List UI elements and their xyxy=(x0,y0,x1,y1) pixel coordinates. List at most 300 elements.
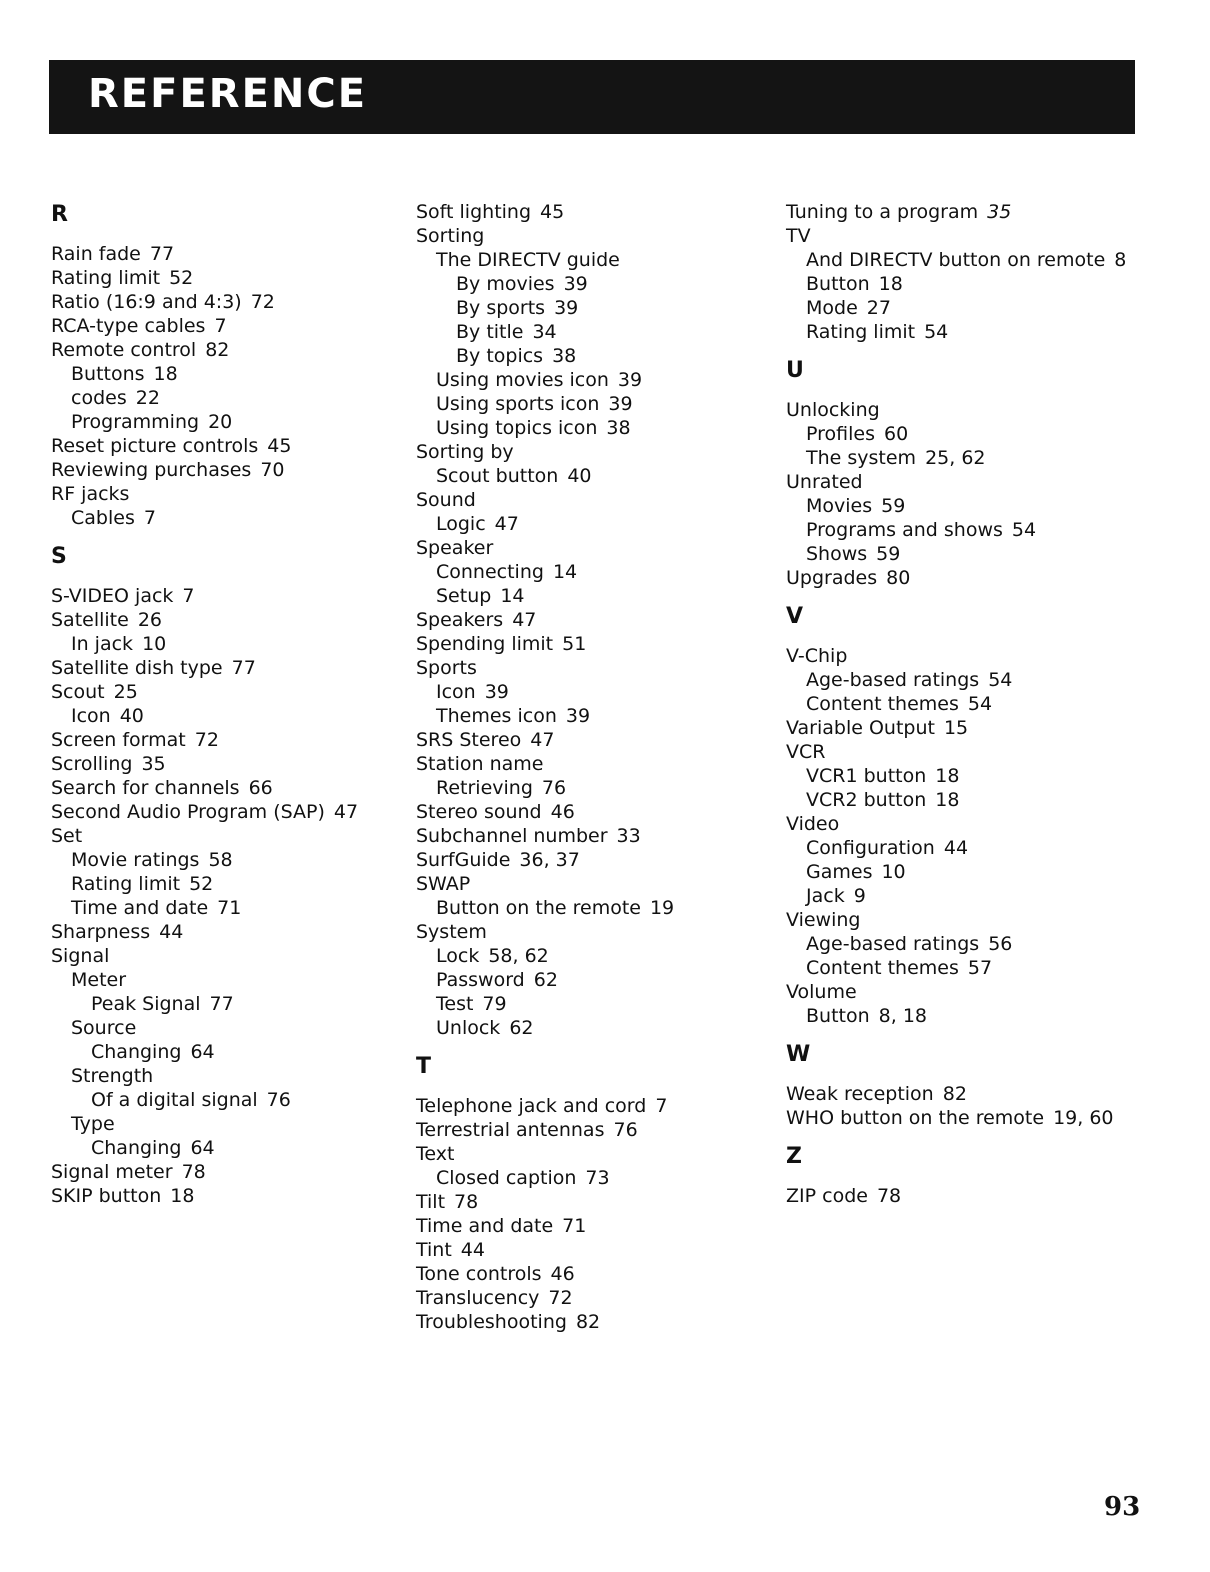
index-page-ref: 79 xyxy=(482,993,507,1015)
index-page-ref: 14 xyxy=(500,585,525,607)
index-entry xyxy=(51,1064,401,1088)
index-term: Games xyxy=(806,861,873,883)
index-term: In jack xyxy=(71,633,134,655)
index-entry xyxy=(416,872,776,896)
index-term: Strength xyxy=(71,1065,154,1087)
index-term: Station name xyxy=(416,753,544,775)
index-page-ref: 19, 60 xyxy=(1053,1107,1114,1129)
index-entry xyxy=(786,740,1166,764)
index-entry xyxy=(786,566,1166,590)
index-page-ref: 26 xyxy=(137,609,163,631)
index-page-ref: 39 xyxy=(554,297,579,319)
index-term: Password xyxy=(436,969,525,991)
index-entry xyxy=(416,776,776,800)
index-entry xyxy=(416,320,776,344)
index-entry xyxy=(786,980,1166,1004)
index-entry xyxy=(51,992,401,1016)
index-entry xyxy=(786,446,1166,470)
index-term: VCR1 button xyxy=(806,765,927,787)
index-page-ref: 44 xyxy=(159,921,184,943)
index-column-3 xyxy=(786,200,1166,1208)
index-term: Troubleshooting xyxy=(416,1311,567,1333)
index-page-ref: 54 xyxy=(988,669,1013,691)
index-term: Sharpness xyxy=(51,921,151,943)
index-term: Video xyxy=(786,813,840,835)
index-term: Profiles xyxy=(806,423,875,445)
index-term: Programming xyxy=(71,411,200,433)
index-entry xyxy=(51,608,401,632)
index-page-ref: 27 xyxy=(866,297,891,319)
index-entry xyxy=(51,824,401,848)
index-term: Unlock xyxy=(436,1017,501,1039)
index-term: By movies xyxy=(456,273,555,295)
index-entry xyxy=(786,470,1166,494)
index-entry xyxy=(51,800,401,824)
index-page-ref: 10 xyxy=(142,633,167,655)
index-term: Using sports icon xyxy=(436,393,600,415)
index-page-ref: 71 xyxy=(562,1215,587,1237)
index-page-ref: 40 xyxy=(567,465,592,487)
index-term: Button xyxy=(806,1005,870,1027)
index-term: Rating limit xyxy=(806,321,916,343)
index-page-ref: 70 xyxy=(260,459,285,481)
index-page-ref: 18 xyxy=(935,789,960,811)
index-term: Set xyxy=(51,825,83,847)
index-entry xyxy=(51,266,401,290)
index-page-ref: 18 xyxy=(170,1185,195,1207)
index-entry xyxy=(51,968,401,992)
index-entry xyxy=(51,680,401,704)
index-term: Soft lighting xyxy=(416,201,532,223)
index-entry xyxy=(416,1286,776,1310)
index-entry xyxy=(786,296,1166,320)
index-entry xyxy=(51,1160,401,1184)
index-entry xyxy=(786,644,1166,668)
index-term: Rating limit xyxy=(51,267,161,289)
section-letter: W xyxy=(786,1042,811,1067)
index-page-ref: 64 xyxy=(190,1041,215,1063)
index-entry xyxy=(786,764,1166,788)
index-entry xyxy=(416,392,776,416)
index-page-ref: 78 xyxy=(181,1161,206,1183)
index-term: Setup xyxy=(436,585,492,607)
index-page-ref: 46 xyxy=(550,801,575,823)
index-term: Changing xyxy=(91,1041,182,1063)
index-entry xyxy=(51,728,401,752)
index-term: Sorting by xyxy=(416,441,514,463)
index-term: Rating limit xyxy=(71,873,181,895)
index-entry xyxy=(416,752,776,776)
index-entry xyxy=(51,434,401,458)
index-entry xyxy=(51,386,401,410)
index-term: SKIP button xyxy=(51,1185,162,1207)
index-page-ref: 78 xyxy=(454,1191,479,1213)
index-entry xyxy=(416,632,776,656)
index-term: Type xyxy=(71,1113,115,1135)
index-entry xyxy=(416,608,776,632)
index-entry xyxy=(416,344,776,368)
index-entry xyxy=(786,248,1166,272)
index-page-ref: 51 xyxy=(562,633,587,655)
index-entry xyxy=(786,836,1166,860)
index-entry xyxy=(416,1016,776,1040)
index-page-ref: 18 xyxy=(878,273,903,295)
index-entry xyxy=(416,704,776,728)
index-term: Volume xyxy=(786,981,857,1003)
index-entry xyxy=(786,1004,1166,1028)
section-letter: U xyxy=(786,358,804,383)
index-page-ref: 54 xyxy=(924,321,949,343)
index-column-1 xyxy=(51,200,401,1208)
index-page-ref: 72 xyxy=(194,729,219,751)
index-entry xyxy=(416,368,776,392)
index-entry xyxy=(416,656,776,680)
index-entry xyxy=(416,560,776,584)
index-term: Mode xyxy=(806,297,858,319)
index-term: Spending limit xyxy=(416,633,554,655)
index-entry xyxy=(416,200,776,224)
index-term: System xyxy=(416,921,487,943)
page-title: REFERENCE xyxy=(88,71,368,117)
index-entry xyxy=(51,506,401,530)
index-term: Ratio (16:9 and 4:3) xyxy=(51,291,242,313)
index-entry xyxy=(786,542,1166,566)
index-term: Remote control xyxy=(51,339,197,361)
index-entry xyxy=(416,464,776,488)
index-page-ref: 59 xyxy=(881,495,906,517)
index-term: Signal meter xyxy=(51,1161,173,1183)
index-entry xyxy=(786,1184,1166,1208)
index-entry xyxy=(51,1040,401,1064)
index-term: Viewing xyxy=(786,909,861,931)
index-entry xyxy=(51,632,401,656)
index-term: Button on the remote xyxy=(436,897,641,919)
index-entry xyxy=(416,440,776,464)
index-entry xyxy=(51,242,401,266)
index-entry xyxy=(51,752,401,776)
index-entry xyxy=(51,1184,401,1208)
section-letter: R xyxy=(51,202,68,227)
index-term: Sound xyxy=(416,489,476,511)
index-entry xyxy=(786,224,1166,248)
index-entry xyxy=(51,314,401,338)
index-term: VCR xyxy=(786,741,826,763)
index-page-ref: 62 xyxy=(509,1017,534,1039)
index-term: Content themes xyxy=(806,957,959,979)
index-page-ref: 56 xyxy=(988,933,1013,955)
index-entry xyxy=(51,290,401,314)
index-entry xyxy=(51,584,401,608)
index-entry xyxy=(786,1082,1166,1106)
index-entry xyxy=(51,920,401,944)
index-entry xyxy=(416,248,776,272)
index-term: Telephone jack and cord xyxy=(416,1095,647,1117)
index-entry xyxy=(416,824,776,848)
index-term: V-Chip xyxy=(786,645,848,667)
index-term: SurfGuide xyxy=(416,849,511,871)
index-term: Configuration xyxy=(806,837,935,859)
index-entry xyxy=(416,968,776,992)
index-term: Translucency xyxy=(416,1287,540,1309)
index-term: Speakers xyxy=(416,609,504,631)
index-page-ref: 59 xyxy=(876,543,901,565)
index-entry xyxy=(416,1166,776,1190)
index-page-ref: 36, 37 xyxy=(519,849,580,871)
index-term: Satellite dish type xyxy=(51,657,223,679)
index-term: ZIP code xyxy=(786,1185,868,1207)
index-page-ref: 45 xyxy=(540,201,565,223)
index-term: Tint xyxy=(416,1239,452,1261)
section-letter: T xyxy=(416,1054,432,1079)
index-entry xyxy=(416,680,776,704)
index-term: Speaker xyxy=(416,537,494,559)
section-letter: S xyxy=(51,544,67,569)
index-entry xyxy=(416,1094,776,1118)
index-term: Retrieving xyxy=(436,777,533,799)
index-page-ref: 60 xyxy=(883,423,909,445)
index-page-ref: 73 xyxy=(585,1167,610,1189)
index-term: Rain fade xyxy=(51,243,141,265)
page-number: 93 xyxy=(1104,1492,1141,1522)
index-page-ref: 58, 62 xyxy=(488,945,549,967)
index-entry xyxy=(416,1310,776,1334)
index-entry xyxy=(416,944,776,968)
index-entry xyxy=(51,848,401,872)
index-page-ref: 9 xyxy=(853,885,866,907)
index-page-ref: 20 xyxy=(208,411,233,433)
index-term: Tilt xyxy=(416,1191,446,1213)
index-page-ref: 10 xyxy=(881,861,906,883)
index-term: Search for channels xyxy=(51,777,240,799)
index-entry xyxy=(51,410,401,434)
index-entry xyxy=(416,488,776,512)
section-letter: Z xyxy=(786,1144,802,1169)
index-page-ref: 22 xyxy=(135,387,160,409)
index-term: Buttons xyxy=(71,363,145,385)
index-term: By sports xyxy=(456,297,546,319)
index-page-ref: 39 xyxy=(563,273,588,295)
index-page-ref: 47 xyxy=(530,729,555,751)
index-entry xyxy=(416,296,776,320)
index-term: The system xyxy=(806,447,917,469)
index-page-ref: 80 xyxy=(886,567,911,589)
index-page-ref: 57 xyxy=(967,957,993,979)
index-entry xyxy=(51,656,401,680)
index-term: Shows xyxy=(806,543,868,565)
index-page-ref: 76 xyxy=(613,1119,638,1141)
index-term: Tone controls xyxy=(416,1263,542,1285)
index-term: Icon xyxy=(71,705,111,727)
index-page-ref: 77 xyxy=(209,993,234,1015)
index-page-ref: 8, 18 xyxy=(878,1005,928,1027)
index-column-2 xyxy=(416,200,776,1334)
index-entry xyxy=(51,1112,401,1136)
index-entry xyxy=(416,1118,776,1142)
index-page-ref: 78 xyxy=(876,1185,902,1207)
index-entry xyxy=(786,398,1166,422)
index-page-ref: 7 xyxy=(182,585,195,607)
index-entry xyxy=(416,584,776,608)
index-entry xyxy=(51,1016,401,1040)
index-page-ref: 46 xyxy=(550,1263,575,1285)
index-page-ref: 35 xyxy=(987,201,1012,223)
index-entry xyxy=(786,812,1166,836)
index-term: Closed caption xyxy=(436,1167,577,1189)
index-term: Scrolling xyxy=(51,753,133,775)
index-entry xyxy=(786,668,1166,692)
index-page-ref: 62 xyxy=(533,969,558,991)
index-entry xyxy=(786,272,1166,296)
index-term: Reset picture controls xyxy=(51,435,259,457)
index-term: Age-based ratings xyxy=(806,669,980,691)
index-term: Source xyxy=(71,1017,137,1039)
index-term: Programs and shows xyxy=(806,519,1003,541)
index-entry xyxy=(786,932,1166,956)
index-page-ref: 76 xyxy=(541,777,567,799)
index-page-ref: 15 xyxy=(943,717,969,739)
index-term: Button xyxy=(806,273,870,295)
index-page-ref: 47 xyxy=(333,801,359,823)
index-page-ref: 39 xyxy=(565,705,591,727)
index-entry xyxy=(416,848,776,872)
index-page-ref: 25, 62 xyxy=(925,447,986,469)
index-entry xyxy=(416,272,776,296)
index-term: Scout button xyxy=(436,465,559,487)
index-entry xyxy=(786,716,1166,740)
index-page-ref: 58 xyxy=(208,849,233,871)
index-page-ref: 72 xyxy=(548,1287,573,1309)
index-term: Stereo sound xyxy=(416,801,542,823)
index-page-ref: 77 xyxy=(231,657,256,679)
index-page-ref: 52 xyxy=(169,267,194,289)
index-page-ref: 33 xyxy=(616,825,641,847)
index-page-ref: 71 xyxy=(217,897,242,919)
index-term: Content themes xyxy=(806,693,959,715)
index-page-ref: 35 xyxy=(141,753,166,775)
index-entry xyxy=(416,416,776,440)
index-term: Logic xyxy=(436,513,486,535)
index-term: Movies xyxy=(806,495,873,517)
index-page-ref: 77 xyxy=(149,243,175,265)
index-term: Upgrades xyxy=(786,567,878,589)
index-page-ref: 54 xyxy=(967,693,993,715)
index-term: Text xyxy=(416,1143,455,1165)
index-page-ref: 7 xyxy=(214,315,227,337)
index-page-ref: 39 xyxy=(617,369,643,391)
index-term: SWAP xyxy=(416,873,471,895)
index-entry xyxy=(51,362,401,386)
index-entry xyxy=(786,908,1166,932)
index-term: By title xyxy=(456,321,524,343)
index-term: Weak reception xyxy=(786,1083,934,1105)
index-term: Unlocking xyxy=(786,399,880,421)
index-page-ref: 18 xyxy=(935,765,960,787)
index-entry xyxy=(416,1190,776,1214)
index-page-ref: 44 xyxy=(460,1239,485,1261)
index-page-ref: 76 xyxy=(266,1089,291,1111)
index-term: Reviewing purchases xyxy=(51,459,252,481)
index-term: Cables xyxy=(71,507,135,529)
index-entry xyxy=(416,1238,776,1262)
index-page-ref: 54 xyxy=(1011,519,1037,541)
index-entry xyxy=(786,320,1166,344)
index-term: The DIRECTV guide xyxy=(436,249,620,271)
index-term: Variable Output xyxy=(786,717,935,739)
index-page-ref: 8 xyxy=(1114,249,1127,271)
index-entry xyxy=(51,872,401,896)
index-entry xyxy=(51,1136,401,1160)
index-page-ref: 82 xyxy=(942,1083,967,1105)
index-entry xyxy=(786,1106,1166,1130)
index-page-ref: 34 xyxy=(532,321,557,343)
index-term: Tuning to a program xyxy=(786,201,979,223)
index-entry xyxy=(786,422,1166,446)
index-term: Connecting xyxy=(436,561,544,583)
index-entry xyxy=(51,896,401,920)
index-entry xyxy=(51,458,401,482)
index-term: Signal xyxy=(51,945,110,967)
index-entry xyxy=(51,776,401,800)
index-term: Sports xyxy=(416,657,477,679)
index-entry xyxy=(786,494,1166,518)
index-term: Satellite xyxy=(51,609,129,631)
index-entry xyxy=(51,338,401,362)
index-page-ref: 14 xyxy=(552,561,578,583)
index-term: Unrated xyxy=(786,471,863,493)
index-term: Terrestrial antennas xyxy=(416,1119,605,1141)
index-term: Icon xyxy=(436,681,476,703)
index-page-ref: 66 xyxy=(248,777,273,799)
index-term: Lock xyxy=(436,945,480,967)
index-term: Age-based ratings xyxy=(806,933,980,955)
index-entry xyxy=(786,884,1166,908)
index-term: Screen format xyxy=(51,729,186,751)
index-page-ref: 38 xyxy=(606,417,631,439)
index-entry xyxy=(51,944,401,968)
index-entry xyxy=(51,704,401,728)
index-entry xyxy=(786,518,1166,542)
index-page-ref: 82 xyxy=(575,1311,601,1333)
index-entry xyxy=(416,1214,776,1238)
index-term: Using topics icon xyxy=(436,417,598,439)
index-page-ref: 40 xyxy=(119,705,144,727)
index-entry xyxy=(416,1142,776,1166)
index-entry xyxy=(416,992,776,1016)
index-term: Time and date xyxy=(416,1215,554,1237)
index-entry xyxy=(51,482,401,506)
index-entry xyxy=(416,536,776,560)
index-entry xyxy=(416,896,776,920)
index-entry xyxy=(51,1088,401,1112)
index-term: WHO button on the remote xyxy=(786,1107,1045,1129)
index-term: Subchannel number xyxy=(416,825,608,847)
index-term: Of a digital signal xyxy=(91,1089,258,1111)
index-term: codes xyxy=(71,387,127,409)
index-term: RCA-type cables xyxy=(51,315,206,337)
index-term: Time and date xyxy=(71,897,209,919)
index-term: Meter xyxy=(71,969,127,991)
index-page-ref: 52 xyxy=(189,873,214,895)
index-entry xyxy=(416,224,776,248)
index-page-ref: 45 xyxy=(267,435,292,457)
index-entry xyxy=(786,692,1166,716)
index-term: Test xyxy=(436,993,474,1015)
index-term: Using movies icon xyxy=(436,369,609,391)
index-term: SRS Stereo xyxy=(416,729,522,751)
index-entry xyxy=(786,200,1166,224)
index-page-ref: 7 xyxy=(143,507,156,529)
index-term: Peak Signal xyxy=(91,993,201,1015)
